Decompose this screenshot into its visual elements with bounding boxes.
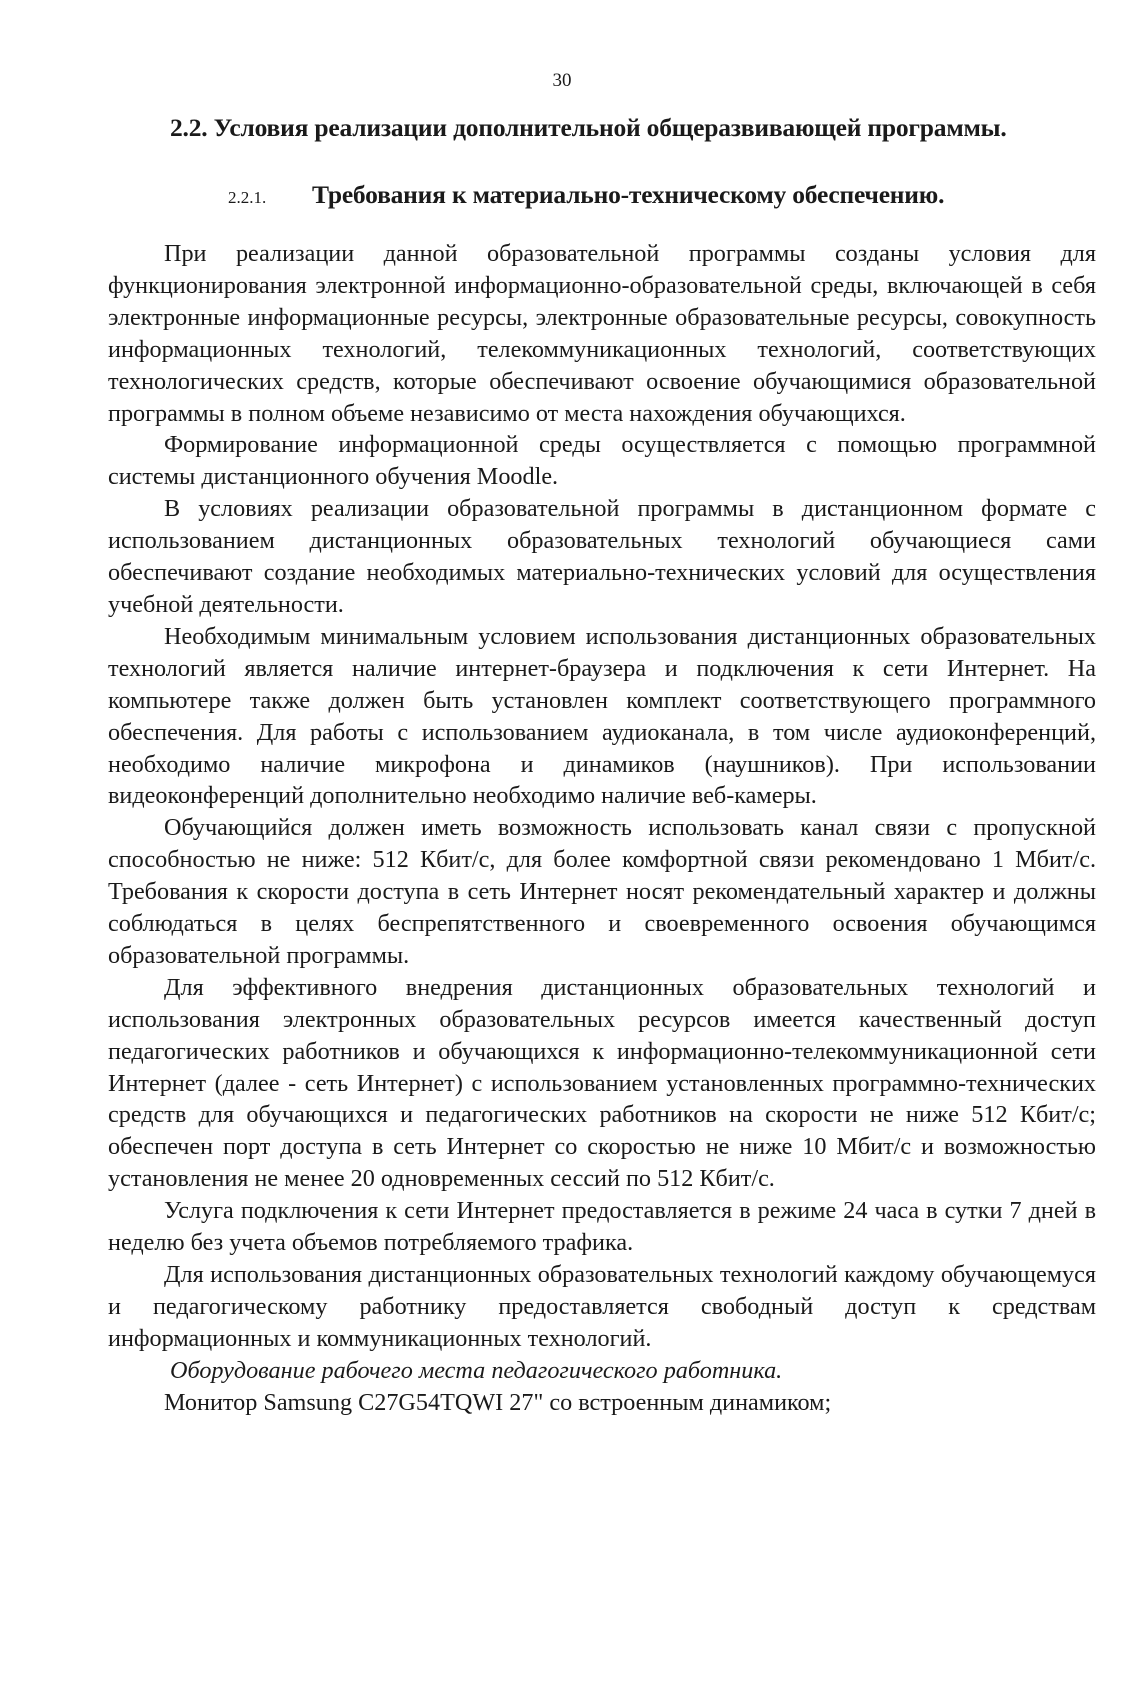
- paragraph: Для использования дистанционных образовательных технологий каждому обучающемуся и педагогическому работнику предоставляется свободный доступ к средствам информационных и коммуникационных технологий.: [108, 1261, 1096, 1352]
- paragraph: Услуга подключения к сети Интернет предоставляется в режиме 24 часа в сутки 7 дней в неделю без учета объемов потребляемого трафика.: [108, 1197, 1096, 1257]
- paragraph: При реализации данной образовательной программы созданы условия для функционирования электронной информационно-образовательной среды, включающей в себя электронные информационные ресурсы, электронные образовательные ресурсы, совокупность информационных технологий, телекоммуникационных технологий, соответствующих технологических средств, которые обеспечивают освоение обучающимися образовательной программы в полном объеме независимо от места нахождения обучающихся.: [108, 240, 1096, 427]
- page-number: 30: [552, 70, 572, 91]
- equipment-item: Монитор Samsung C27G54TQWI 27" со встроенным динамиком;: [164, 1388, 832, 1416]
- paragraph: В условиях реализации образовательной программы в дистанционном формате с использованием дистанционных образовательных технологий обучающиеся сами обеспечивают создание необходимых материально-технических условий для осуществления учебной деятельности.: [108, 495, 1096, 618]
- paragraph: Обучающийся должен иметь возможность использовать канал связи с пропускной способностью не ниже: 512 Кбит/с, для более комфортной связи рекомендовано 1 Мбит/с. Требования к скорости доступа в сеть Интернет носят рекомендательный характер и должны соблюдаться в целях беспрепятственного и своевременного освоения обучающимся образовательной программы.: [108, 814, 1096, 969]
- section-title: 2.2. Условия реализации дополнительной общеразвивающей программы.: [170, 113, 1007, 142]
- subsection-number: 2.2.1.: [228, 188, 267, 207]
- subsection-heading: [228, 180, 1088, 210]
- paragraph: Формирование информационной среды осуществляется с помощью программной системы дистанционного обучения Moodle.: [108, 431, 1096, 491]
- paragraph: Для эффективного внедрения дистанционных образовательных технологий и использования электронных образовательных ресурсов имеется качественный доступ педагогических работников и обучающихся к информационно-телекоммуникационной сети Интернет (далее - сеть Интернет) с использованием установленных программно-технических средств для обучающихся и педагогических работников на скорости не ниже 512 Кбит/с; обеспечен порт доступа в сеть Интернет со скоростью не ниже 10 Мбит/с и возможностью установления не менее 20 одновременных сессий по 512 Кбит/с.: [108, 973, 1096, 1193]
- body-text: [108, 238, 1096, 1419]
- subsection-title: Требования к материально-техническому обеспечению.: [312, 180, 945, 209]
- paragraph: Необходимым минимальным условием использования дистанционных образовательных технологий является наличие интернет-браузера и подключения к сети Интернет. На компьютере также должен быть установлен комплект соответствующего программного обеспечения. Для работы с использованием аудиоканала, в том числе аудиоконференций, необходимо наличие микрофона и динамиков (наушников). При использовании видеоконференций дополнительно необходимо наличие веб-камеры.: [108, 622, 1096, 810]
- equipment-heading: Оборудование рабочего места педагогического работника.: [170, 1356, 783, 1384]
